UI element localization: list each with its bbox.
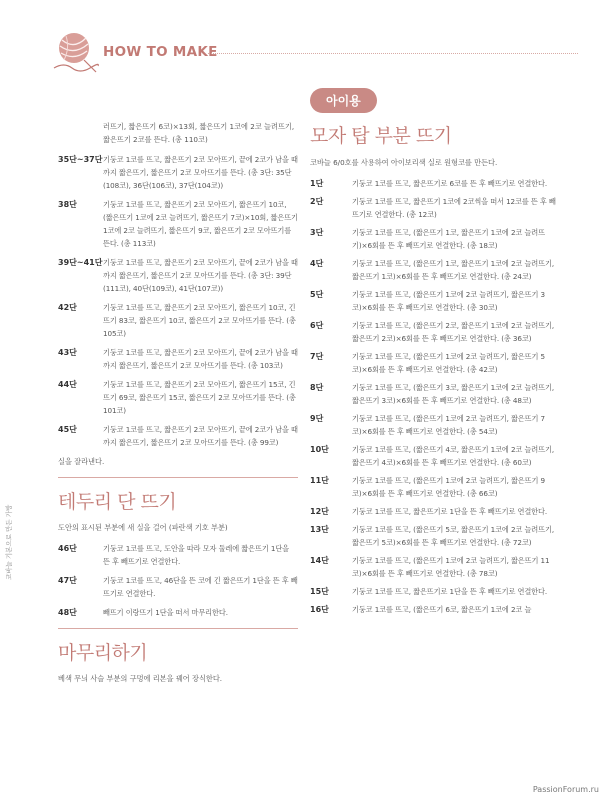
row-text: 기둥코 1코를 뜨고, 짧은뜨기로 6코를 뜬 후 빼뜨기로 연결한다.: [352, 179, 548, 188]
outro-text: 실을 잘라낸다.: [58, 457, 105, 466]
row-text: 기둥코 1코를 뜨고, (짧은뜨기 3코, 짧은뜨기 1코에 2코 늘려뜨기, 짧은뜨기 3코)×6회를 뜬 후 빼뜨기로 연결한다. (총 48코): [352, 383, 555, 405]
row-label: 2단: [310, 197, 324, 206]
pattern-row: [310, 226, 560, 252]
pattern-row: [310, 603, 560, 616]
row-label: 4단: [310, 259, 324, 268]
row-text: 기둥코 1코를 뜨고, 짧은뜨기로 1단을 뜬 후 빼뜨기로 연결한다.: [352, 507, 548, 516]
right-column: [310, 88, 560, 621]
pattern-row: [310, 554, 560, 580]
row-label: 42단: [58, 303, 77, 312]
row-label: 13단: [310, 525, 329, 534]
row-text: 기둥코 1코를 뜨고, 짧은뜨기로 1단을 뜬 후 빼뜨기로 연결한다.: [352, 587, 548, 596]
pattern-row: [310, 319, 560, 345]
kids-size-badge: 아이용: [310, 88, 377, 113]
left-column: [58, 120, 298, 693]
row-label: 9단: [310, 414, 324, 423]
row-label: 48단: [58, 608, 77, 617]
row-label: 16단: [310, 605, 329, 614]
row-text: 빼뜨기 이랑뜨기 1단을 떠서 마무리한다.: [103, 608, 228, 617]
row-text: 기둥코 1코를 뜨고, 짧은뜨기 2코 모아뜨기, 끝에 2코가 남을 때까지 짧은뜨기, 짧은뜨기 2코 모아뜨기를 뜬다. (총 99코): [103, 425, 298, 447]
pattern-row: [310, 474, 560, 500]
row-text: 기둥코 1코를 뜨고, 짧은뜨기 2코 모아뜨기, 끝에 2코가 남을 때까지 짧은뜨기, 짧은뜨기 2코 모아뜨기를 뜬다. (총 3단: 39단(111코), 40단(109코), 41단(107코)): [103, 258, 298, 293]
row-text: 기둥코 1코를 뜨고, (짧은뜨기 1코, 짧은뜨기 1코에 2코 늘려뜨기, 짧은뜨기 1코)×6회를 뜬 후 빼뜨기로 연결한다. (총 24코): [352, 259, 555, 281]
finish-section-title: 마무리하기: [58, 642, 148, 664]
row-text: 기둥코 1코를 뜨고, 46단을 뜬 코에 긴 짧은뜨기 1단을 뜬 후 빼뜨기로 연결한다.: [103, 576, 298, 598]
pattern-row: [310, 257, 560, 283]
row-label: 38단: [58, 200, 77, 209]
row-label: 44단: [58, 380, 77, 389]
pattern-row: [58, 606, 298, 619]
row-label: 14단: [310, 556, 329, 565]
section-divider: [58, 477, 298, 478]
row-label: 39단~41단: [58, 258, 103, 267]
intro-text: 러뜨기, 짧은뜨기 6코)×13회, 짧은뜨기 1코에 2코 늘려뜨기, 짧은뜨기 2코를 뜬다. (총 110코): [103, 122, 295, 144]
edge-section-title: 테두리 단 뜨기: [58, 491, 177, 513]
row-text: 기둥코 1코를 뜨고, (짧은뜨기 1코에 2코 늘려뜨기, 짧은뜨기 7코)×6회를 뜬 후 빼뜨기로 연결한다. (총 54코): [352, 414, 545, 436]
pattern-row: [58, 378, 298, 417]
row-label: 5단: [310, 290, 324, 299]
edge-section-desc: 도안의 표시된 부분에 새 실을 걸어 (파란색 기호 부분): [58, 523, 228, 532]
row-text: 기둥코 1코를 뜨고, (짧은뜨기 4코, 짧은뜨기 1코에 2코 늘려뜨기, 짧은뜨기 4코)×6회를 뜬 후 빼뜨기로 연결한다. (총 60코): [352, 445, 555, 467]
row-label: 8단: [310, 383, 324, 392]
pattern-row: [310, 443, 560, 469]
row-text: 기둥코 1코를 뜨고, (짧은뜨기 6코, 짧은뜨기 1코에 2코 늘: [352, 605, 532, 614]
row-text: 기둥코 1코를 뜨고, (짧은뜨기 2코, 짧은뜨기 1코에 2코 늘려뜨기, 짧은뜨기 2코)×6회를 뜬 후 빼뜨기로 연결한다. (총 36코): [352, 321, 555, 343]
pattern-row: [58, 346, 298, 372]
pattern-row: [58, 256, 298, 295]
row-label: 10단: [310, 445, 329, 454]
section-divider: [58, 628, 298, 629]
row-text: 기둥코 1코를 뜨고, (짧은뜨기 1코에 2코 늘려뜨기, 짧은뜨기 11코)×6회를 뜬 후 빼뜨기로 연결한다. (총 78코): [352, 556, 550, 578]
pattern-row: [310, 350, 560, 376]
pattern-row: [58, 198, 298, 250]
row-text: 기둥코 1코를 뜨고, 짧은뜨기 2코 모아뜨기, 짧은뜨기 10코, 긴뜨기 83코, 짧은뜨기 10코, 짧은뜨기 2코 모아뜨기를 뜬다. (총 105코): [103, 303, 296, 338]
row-label: 35단~37단: [58, 155, 103, 164]
pattern-row: [310, 288, 560, 314]
row-label: 6단: [310, 321, 324, 330]
row-label: 43단: [58, 348, 77, 357]
row-text: 기둥코 1코를 뜨고, 짧은뜨기 2코 모아뜨기, 끝에 2코가 남을 때까지 짧은뜨기, 짧은뜨기 2코 모아뜨기를 뜬다. (총 3단: 35단(108코), 36단(106코), 37단(104코)): [103, 155, 298, 190]
row-text: 기둥코 1코를 뜨고, (짧은뜨기 1코, 짧은뜨기 1코에 2코 늘려뜨기)×6회를 뜬 후 빼뜨기로 연결한다. (총 18코): [352, 228, 545, 250]
pattern-row: [58, 301, 298, 340]
finish-section-desc: 베색 무늬 사슬 부분의 구멍에 리본을 꿰어 장식한다.: [58, 674, 223, 683]
pattern-row: [310, 177, 560, 190]
pattern-row: [58, 153, 298, 192]
row-label: 7단: [310, 352, 324, 361]
yarn-ball-icon: [50, 28, 100, 76]
row-text: 기둥코 1코를 뜨고, 짧은뜨기 2코 모아뜨기, 짧은뜨기 15코, 긴뜨기 69코, 짧은뜨기 15코, 짧은뜨기 2코 모아뜨기를 뜬다. (총 101코): [103, 380, 296, 415]
pattern-row: [310, 195, 560, 221]
pattern-row: [310, 381, 560, 407]
hat-top-section-title: 모자 탑 부분 뜨기: [310, 125, 452, 147]
page-header: [0, 0, 607, 80]
watermark: PassionForum.ru: [532, 785, 599, 794]
page-title: HOW TO MAKE: [103, 44, 218, 60]
row-text: 기둥코 1코를 뜨고, 도안을 따라 모자 둘레에 짧은뜨기 1단을 뜬 후 빼뜨기로 연결한다.: [103, 544, 290, 566]
row-text: 기둥코 1코를 뜨고, (짧은뜨기 1코에 2코 늘려뜨기, 짧은뜨기 9코)×6회를 뜬 후 빼뜨기로 연결한다. (총 66코): [352, 476, 545, 498]
row-label: 46단: [58, 544, 77, 553]
row-label: 15단: [310, 587, 329, 596]
row-label: 45단: [58, 425, 77, 434]
row-text: 기둥코 1코를 뜨고, (짧은뜨기 1코에 2코 늘려뜨기, 짧은뜨기 5코)×6회를 뜬 후 빼뜨기로 연결한다. (총 42코): [352, 352, 545, 374]
hat-top-section-desc: 코바늘 6/0호를 사용하여 아이보리색 실로 원형코를 만든다.: [310, 158, 498, 167]
pattern-row: [310, 505, 560, 518]
pattern-row: [310, 585, 560, 598]
pattern-row: [58, 574, 298, 600]
row-label: 1단: [310, 179, 324, 188]
row-label: 12단: [310, 507, 329, 516]
row-text: 기둥코 1코를 뜨고, 짧은뜨기 2코 모아뜨기, 짧은뜨기 10코, (짧은뜨기 1코에 2코 늘려뜨기, 짧은뜨기 7코)×10회, 짧은뜨기 1코에 2코 늘려뜨기, 짧은뜨기 9코, 짧은뜨기 2코 모아뜨기를 뜬다. (총 113코): [103, 200, 298, 248]
row-label: 47단: [58, 576, 77, 585]
pattern-row: [310, 523, 560, 549]
row-text: 기둥코 1코를 뜨고, (짧은뜨기 5코, 짧은뜨기 1코에 2코 늘려뜨기, 짧은뜨기 5코)×6회를 뜬 후 빼뜨기로 연결한다. (총 72코): [352, 525, 555, 547]
header-dotted-line: [208, 53, 578, 54]
row-text: 기둥코 1코를 뜨고, 짧은뜨기 2코 모아뜨기, 끝에 2코가 남을 때까지 짧은뜨기, 짧은뜨기 2코 모아뜨기를 뜬다. (총 103코): [103, 348, 298, 370]
pattern-row: [58, 423, 298, 449]
pattern-row: [58, 542, 298, 568]
row-label: 3단: [310, 228, 324, 237]
row-text: 기둥코 1코를 뜨고, (짧은뜨기 1코에 2코 늘려뜨기, 짧은뜨기 3코)×6회를 뜬 후 빼뜨기로 연결한다. (총 30코): [352, 290, 545, 312]
pattern-row: [310, 412, 560, 438]
side-running-title: 코바늘 기본으로 만든 가방: [5, 504, 13, 580]
row-label: 11단: [310, 476, 329, 485]
row-text: 기둥코 1코를 뜨고, 짧은뜨기 1코에 2코씩을 떠서 12코를 뜬 후 빼뜨기로 연결한다. (총 12코): [352, 197, 556, 219]
